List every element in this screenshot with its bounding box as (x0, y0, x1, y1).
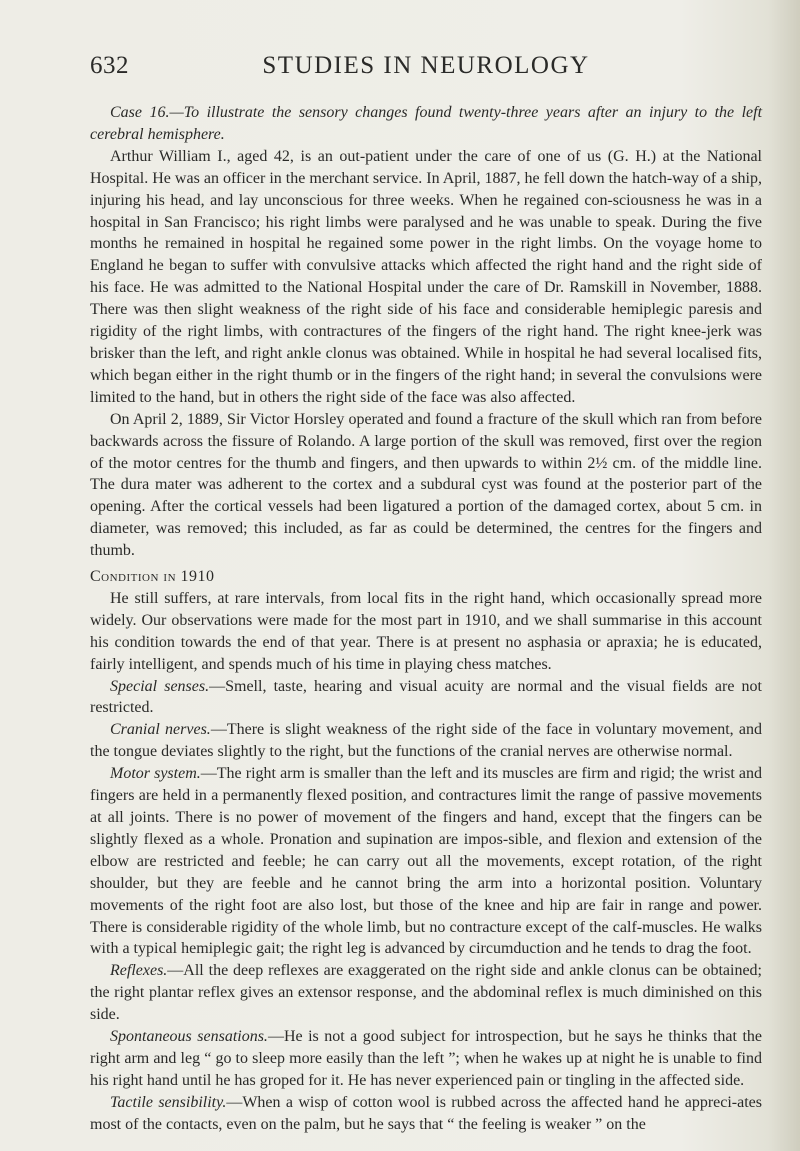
subsection-text: —Smell, taste, hearing and visual acuity are normal and the visual fields are not restricted. (90, 677, 762, 717)
subsection-label: Special senses. (110, 677, 210, 695)
subsection-label: Motor system. (110, 765, 201, 783)
case-label: Case 16. (110, 104, 170, 121)
page-header (90, 52, 762, 88)
subsection-text: —There is slight weakness of the right side of the face in voluntary movement, and the tongue deviates slightly to the right, but the functions of the cranial nerves are otherwise normal. (90, 721, 763, 761)
subsection-label: Spontaneous sensations. (110, 1028, 268, 1046)
body-text (90, 102, 762, 1136)
subsection-label: Reflexes. (110, 962, 168, 980)
subsection-text: —When a wisp of cotton wool is rubbed across the affected hand he appreci-ates most of the contacts, even on the palm, but he says that “ the feeling is weaker ” on the (90, 1093, 763, 1133)
case-title: —To illustrate the sensory changes found twenty-three years after an injury to the left cerebral hemisphere. (90, 104, 763, 143)
subsection-text: —He is not a good subject for introspection, but he says he thinks that the right arm and leg “ go to sleep more easily than the left ”; when he wakes up at night he is unable to find his right hand until he has groped for it. He has never experienced pain or tingling in the affected side. (90, 1028, 762, 1089)
subsection-label: Cranial nerves. (110, 721, 211, 739)
paragraph-operation: On April 2, 1889, Sir Victor Horsley operated and found a fracture of the skull which ran from before backwards across the fissure of Rolando. A large portion of the skull was removed, first over the region of the motor centres for the thumb and fingers, and then upwards to within 2½ cm. of the middle line. The dura mater was adherent to the cortex and a subdural cyst was found at the posterior part of the opening. After the cortical vessels had been ligatured a portion of the damaged cortex, about 5 cm. in diameter, was removed; this included, as far as could be determined, the centres for the fingers and thumb. (90, 410, 762, 560)
subsection-label: Tactile sensibility. (110, 1093, 227, 1111)
subsection-motor-system (90, 763, 762, 960)
subsection-text: —The right arm is smaller than the left and its muscles are firm and rigid; the wrist and fingers are held in a permanently flexed position, and contractures limit the range of passive movements at all joints. There is no power of movement of the fingers and hand, except that the fingers can be slightly flexed as a whole. Pronation and supination are impos-sible, and flexion and extension of the elbow are restricted and feeble; he can carry out all the movements, except rotation, of the right shoulder, but they are feeble and he cannot bring the arm into a horizontal position. Voluntary movements of the right foot are also lost, but those of the knee and hip are fair in range and power. There is considerable rigidity of the whole limb, but no contracture except of the calf-muscles. He walks with a typical hemiplegic gait; the right leg is advanced by circumduction and he tends to drag the foot. (90, 765, 763, 958)
subsection-tactile-sensibility (90, 1092, 762, 1136)
subsection-special-senses (90, 676, 762, 720)
subsection-cranial-nerves (90, 719, 762, 763)
paragraph-condition: He still suffers, at rare intervals, from local fits in the right hand, which occasionally spread more widely. Our observations were made for the most part in 1910, and we shall summarise in this account his condition towards the end of that year. There is at present no asphasia or apraxia; he is educated, fairly intelligent, and spends much of his time in playing chess matches. (90, 589, 762, 673)
paragraph-history: Arthur William I., aged 42, is an out-patient under the care of one of us (G. H.) at the National Hospital. He was an officer in the merchant service. In April, 1887, he fell down the hatch-way of a ship, injuring his head, and lay unconscious for three weeks. When he regained con-sciousness he was in a hospital in San Francisco; his right limbs were paralysed and he was unable to speak. During the five months he remained in hospital he regained some power in the right limbs. On the voyage home to England he began to suffer with convulsive attacks which affected the right hand and the right side of his face. He was admitted to the National Hospital under the care of Dr. Ramskill in November, 1888. There was then slight weakness of the right side of his face and considerable hemiplegic paresis and rigidity of the right limbs, with contractures of the fingers of the right hand. The right knee-jerk was brisker than the left, and right ankle clonus was obtained. While in hospital he had several localised fits, which began either in the right thumb or in the fingers of the right hand; in several the convulsions were limited to the hand, but in others the right side of the face was also affected. (90, 147, 762, 406)
subsection-reflexes (90, 960, 762, 1026)
subsection-text: —All the deep reflexes are exaggerated on the right side and ankle clonus can be obtained; the right plantar reflex gives an extensor response, and the abdominal reflex is much diminished on this side. (90, 962, 762, 1024)
page-number: 632 (90, 52, 129, 79)
section-heading: Condition in 1910 (90, 568, 215, 586)
running-head: STUDIES IN NEUROLOGY (262, 52, 590, 79)
subsection-spontaneous-sensations (90, 1026, 762, 1092)
case-heading (90, 102, 762, 146)
